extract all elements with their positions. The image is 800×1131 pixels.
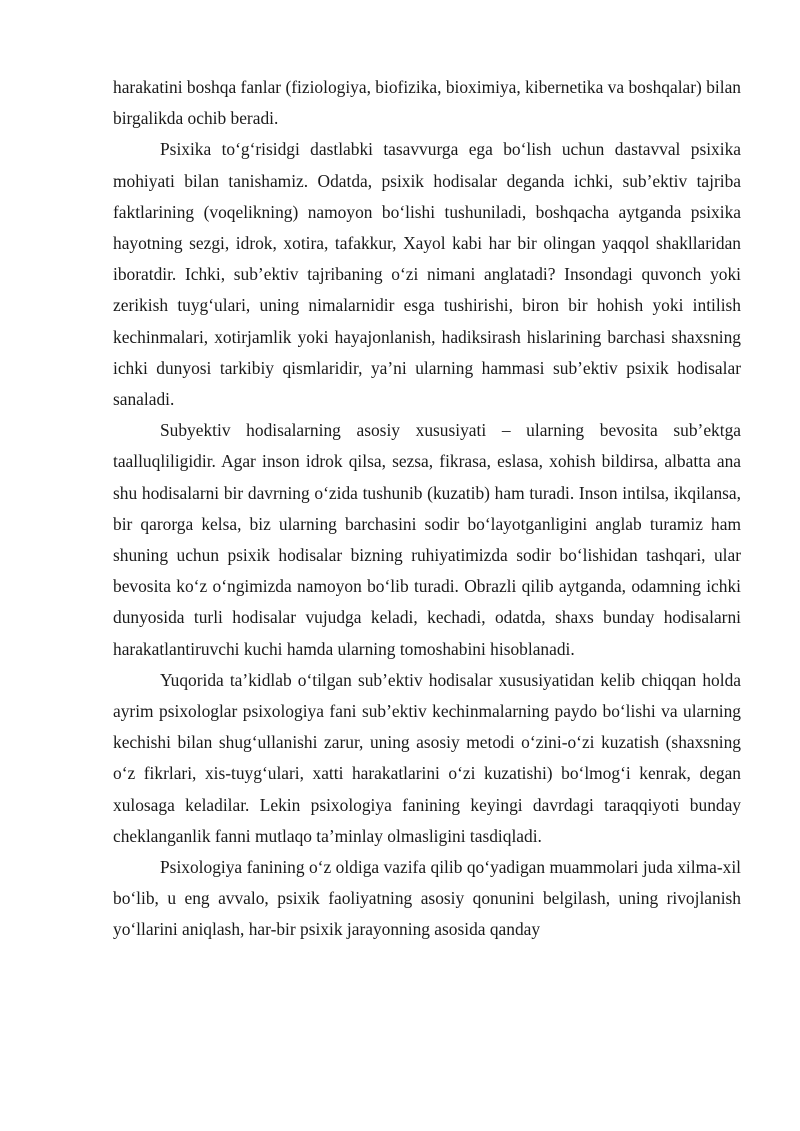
paragraph: Yuqorida ta’kidlab o‘tilgan sub’ektiv hodisalar xususiyatidan kelib chiqqan holda ayrim psixologlar psixologiya fani sub’ektiv kechinmalarning paydo bo‘lishi va ularning kechishi bilan shug‘ullanishi zarur, uning asosiy metodi o‘zini-o‘zi kuzatish (shaxsning o‘z fikrlari, xis-tuyg‘ulari, xatti harakatlarini o‘zi kuzatishi) bo‘lmog‘i kenrak, degan xulosaga keladilar. Lekin psixologiya fanining keyingi davrdagi taraqqiyoti bunday cheklanganlik fanni mutlaqo ta’minlay olmasligini tasdiqladi.: [113, 669, 741, 846]
paragraph: Psixika to‘g‘risidgi dastlabki tasavvurga ega bo‘lish uchun dastavval psixika mohiyati bilan tanishamiz. Odatda, psixik hodisalar deganda ichki, sub’ektiv tajriba faktlarining (voqelikning) namoyon bo‘lishi tushuniladi, boshqacha aytganda psixika hayotning sezgi, idrok, xotira, tafakkur, Xayol kabi har bir olingan yaqqol shakllaridan iboratdir. Ichki, sub’ektiv tajribaning o‘zi nimani anglatadi? Insondagi quvonch yoki zerikish tuyg‘ulari, uning nimalarnidir esga tushirishi, biron bir hohish yoki intilish kechinmalari, xotirjamlik yoki hayajonlanish, hadiksirash hislarining barchasi shaxsning ichki dunyosi tarkibiy qismlaridir, ya’ni ularning hammasi sub’ektiv psixik hodisalar sanaladi.: [113, 139, 741, 410]
paragraph-continued: harakatini boshqa fanlar (fiziologiya, biofizika, bioximiya, kibernetika va boshqalar) bilan birgalikda ochib beradi.: [113, 77, 741, 129]
paragraph: Psixologiya fanining o‘z oldiga vazifa qilib qo‘yadigan muammolari juda xilma-xil bo‘lib, u eng avvalo, psixik faoliyatning asosiy qonunini belgilash, uning rivojlanish yo‘llarini aniqlash, har-bir psixik jarayonning asosida qanday: [113, 857, 741, 940]
paragraph: Subyektiv hodisalarning asosiy xususiyati – ularning bevosita sub’ektga taalluqliligidir. Agar inson idrok qilsa, sezsa, fikrasa, eslasa, xohish bildirsa, albatta ana shu hodisalarni bir davrning o‘zida tushunib (kuzatib) ham turadi. Inson intilsa, ikqilansa, bir qarorga kelsa, biz ularning barchasini sodir bo‘layotganligini anglab turamiz ham shuning uchun psixik hodisalar bizning ruhiyatimizda sodir bo‘lishidan tashqari, ular bevosita ko‘z o‘ngimizda namoyon bo‘lib turadi. Obrazli qilib aytganda, odamning ichki dunyosida turli hodisalar vujudga keladi, kechadi, odatda, shaxs bunday hodisalarni harakatlantiruvchi kuchi hamda ularning tomoshabini hisoblanadi.: [113, 420, 741, 659]
document-page: [113, 72, 741, 946]
